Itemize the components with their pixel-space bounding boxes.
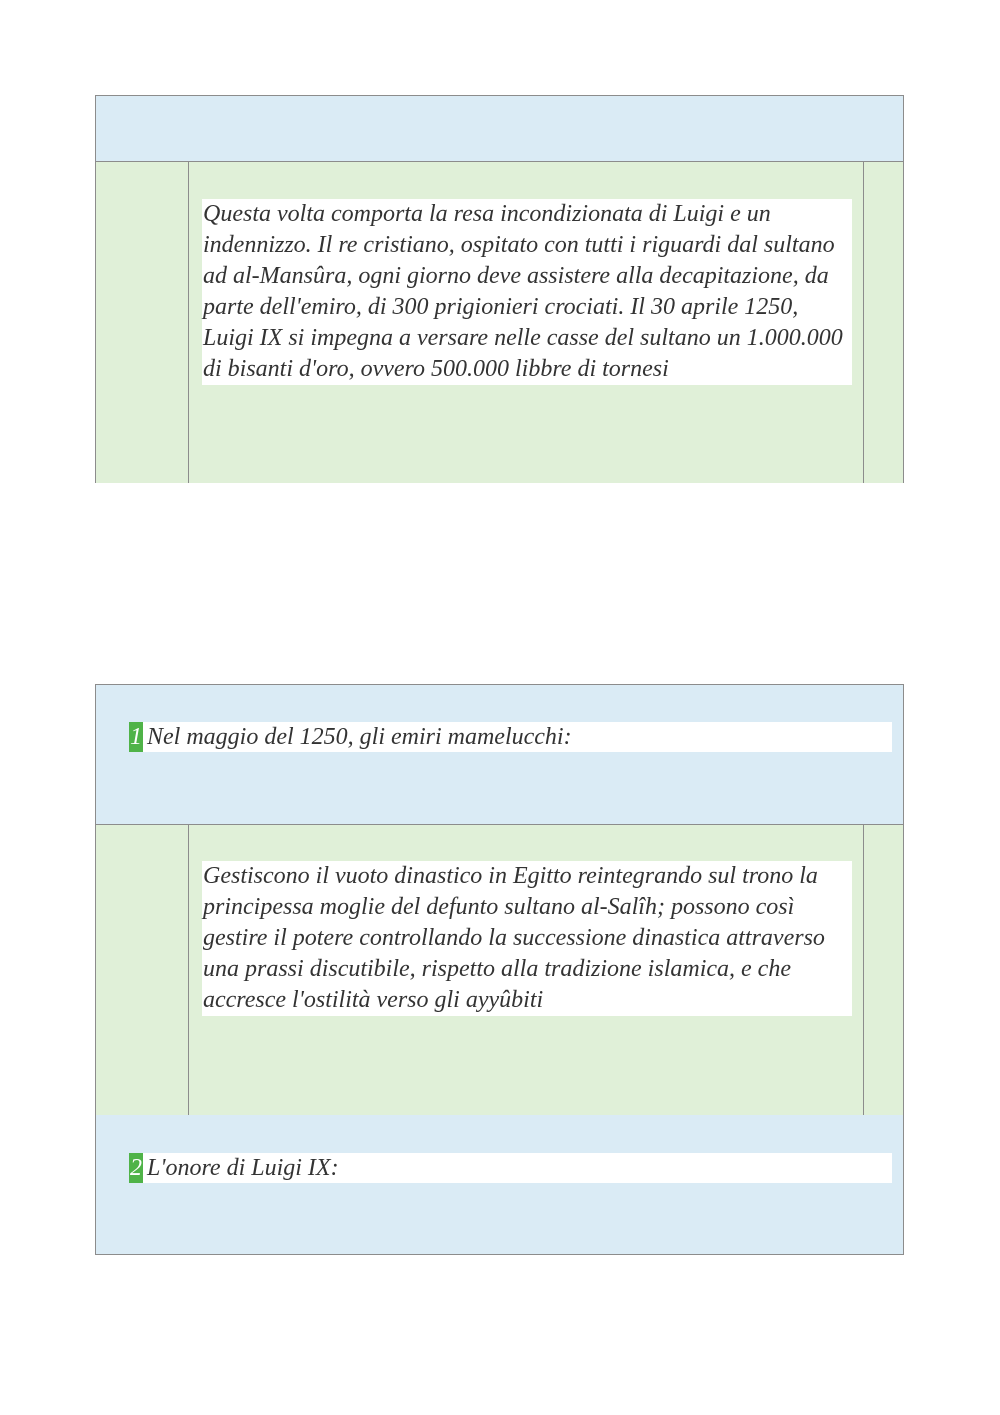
question-1 <box>129 722 892 752</box>
answer-right-column <box>863 825 903 1115</box>
question-number-badge: 2 <box>130 1155 142 1181</box>
question-band-2 <box>96 1115 903 1254</box>
question-2 <box>129 1153 892 1183</box>
question-block <box>95 684 904 1255</box>
answer-band-1 <box>96 824 903 1115</box>
answer-text: Questa volta comporta la resa incondizionata di Luigi e un indennizzo. Il re cristiano, ospitato con tutti i riguardi dal sultano ad al-Mansûra, ogni giorno deve assistere alla decapitazione, da parte dell'emiro, di 300 prigionieri crociati. Il 30 aprile 1250, Luigi IX si impegna a versare nelle casse del sultano un 1.000.000 di bisanti d'oro, ovvero 500.000 libbre di tornesi <box>202 199 852 385</box>
answer-band <box>96 161 903 483</box>
question-band-empty <box>96 96 903 161</box>
question-text: Nel maggio del 1250, gli emiri mamelucchi: <box>147 724 572 750</box>
answer-text: Gestiscono il vuoto dinastico in Egitto reintegrando sul trono la principessa moglie del defunto sultano al-Salîh; possono così gestire il potere controllando la successione dinastica attraverso una prassi discutibile, rispetto alla tradizione islamica, e che accresce l'ostilità verso gli ayyûbiti <box>202 861 852 1016</box>
question-number-badge: 1 <box>130 724 142 750</box>
answer-left-column <box>96 162 189 483</box>
answer-right-column <box>863 162 903 483</box>
answer-left-column <box>96 825 189 1115</box>
question-block-continued <box>95 95 904 483</box>
question-text: L'onore di Luigi IX: <box>147 1155 339 1181</box>
question-band-1 <box>96 685 903 824</box>
